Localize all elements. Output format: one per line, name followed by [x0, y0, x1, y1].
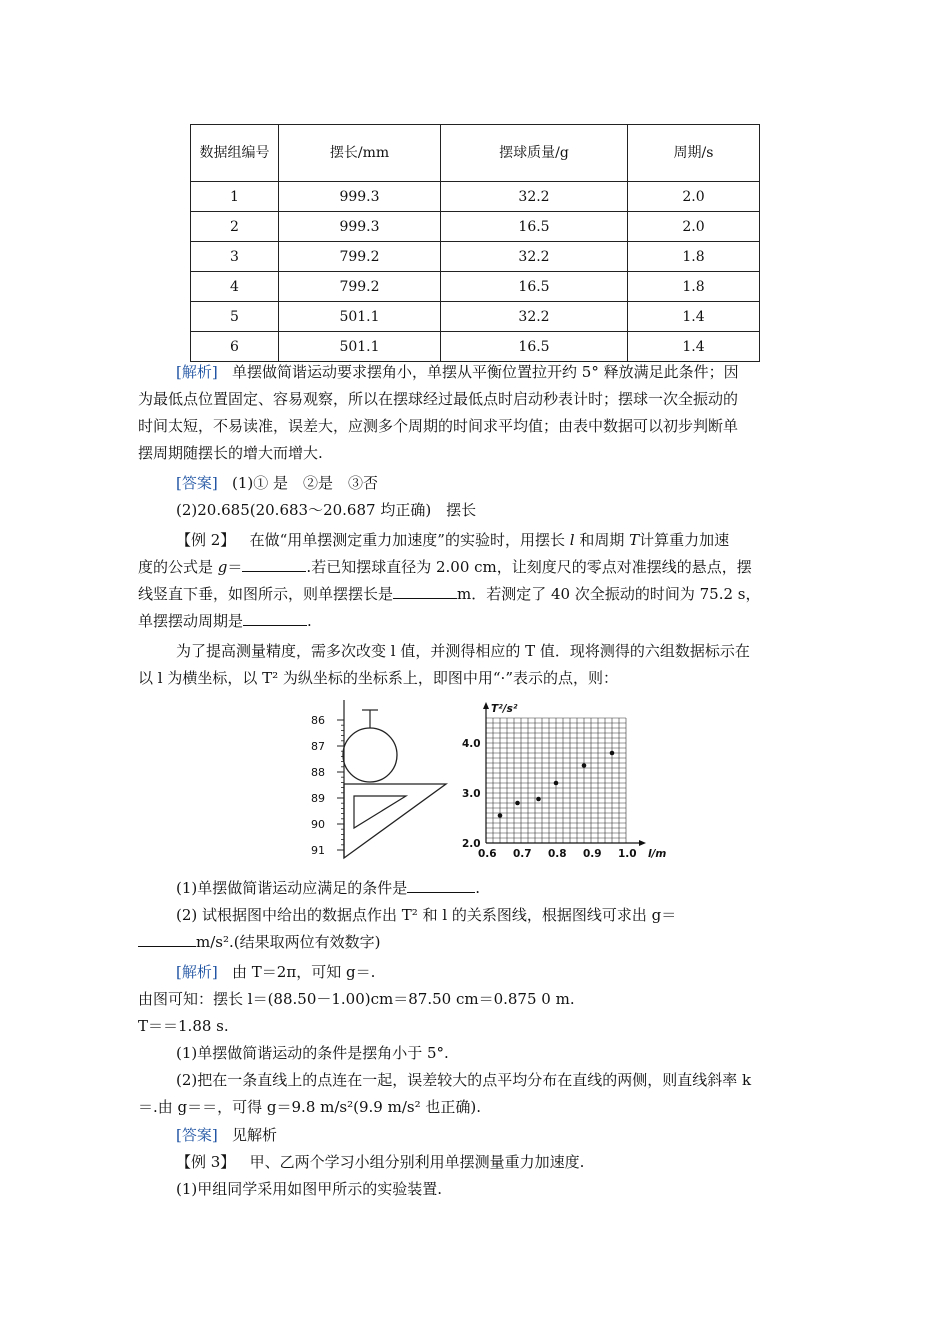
data-point	[536, 797, 541, 802]
table-header: 周期/s	[628, 125, 760, 182]
analysis1-line4: 摆周期随摆长的增大而增大.	[138, 444, 323, 462]
table-cell: 501.1	[279, 302, 441, 332]
data-point	[515, 801, 520, 806]
answer-blank[interactable]	[407, 878, 475, 893]
table-cell: 16.5	[441, 212, 628, 242]
example2-para2-line2: 以 l 为横坐标，以 T² 为纵坐标的坐标系上，即图中用“·”表示的点，则：	[138, 669, 618, 687]
data-point	[554, 781, 559, 786]
answer1-line2: (2)20.685(20.683～20.687 均正确) 摆长	[176, 501, 477, 519]
triangle-ruler	[344, 784, 446, 858]
analysis2-line2: 由图可知：摆长 l＝(88.50－1.00)cm＝87.50 cm＝0.875 0 m.	[138, 990, 575, 1008]
answer2	[176, 1122, 816, 1149]
symbol-g: g	[217, 558, 228, 576]
example-text: .若已知摆球直径为 2.00 cm，让刻度尺的零点对准摆线的悬点，摆	[306, 558, 752, 576]
example2-line1	[176, 527, 816, 554]
x-tick-label: 0.9	[583, 848, 602, 860]
table-cell: 799.2	[279, 272, 441, 302]
y-axis-arrow	[483, 702, 489, 709]
x-axis-arrow	[639, 840, 646, 846]
table-cell: 4	[191, 272, 279, 302]
example-tag: 【例 3】	[176, 1153, 236, 1171]
example-text: 单摆摆动周期是	[138, 612, 244, 630]
table-cell: 501.1	[279, 332, 441, 362]
figure	[310, 700, 670, 865]
example-text: .	[307, 612, 312, 630]
ruler	[311, 700, 446, 858]
example-text: 计算重力加速	[639, 531, 730, 549]
x-axis-label: l/m	[648, 848, 667, 860]
table-cell: 2.0	[628, 212, 760, 242]
question2-line2	[138, 929, 778, 956]
ruler-tick-label: 87	[311, 740, 325, 753]
answer1-line1	[176, 470, 816, 497]
example3-line1	[176, 1149, 816, 1176]
example-text: 甲、乙两个学习小组分别利用单摆测量重力加速度.	[249, 1153, 585, 1171]
table-cell: 16.5	[441, 332, 628, 362]
example-tag: 【例 2】	[176, 531, 236, 549]
table-header: 摆长/mm	[279, 125, 441, 182]
table-cell: 32.2	[441, 182, 628, 212]
table-row	[191, 332, 760, 362]
table-cell: 5	[191, 302, 279, 332]
table-cell: 1	[191, 182, 279, 212]
example2-line3	[138, 581, 778, 608]
table-cell: 1.8	[628, 242, 760, 272]
analysis1-line1	[176, 359, 816, 386]
question-text: .	[475, 879, 481, 897]
ruler-tick-label: 91	[311, 844, 325, 857]
pendulum-ball	[343, 728, 397, 782]
example-text: m．若测定了 40 次全振动的时间为 75.2 s，	[457, 585, 761, 603]
example2-para2-line1: 为了提高测量精度，需多次改变 l 值，并测得相应的 T 值．现将测得的六组数据标示在	[176, 642, 750, 660]
analysis1-line2: 为最低点位置固定、容易观察，所以在摆球经过最低点时启动秒表计时；摆球一次全振动的	[138, 390, 739, 408]
symbol-l: l	[569, 531, 575, 549]
table-cell: 1.4	[628, 302, 760, 332]
table-cell: 2.0	[628, 182, 760, 212]
answer-blank[interactable]	[242, 557, 306, 572]
y-tick-label: 3.0	[462, 788, 481, 800]
question2-line1: (2) 试根据图中给出的数据点作出 T² 和 l 的关系图线，根据图线可求出 g＝	[176, 906, 677, 924]
analysis-tag: [解析]	[176, 963, 218, 981]
analysis2-line4: (1)单摆做简谐运动的条件是摆角小于 5°.	[176, 1044, 449, 1062]
example-text: ＝	[227, 558, 243, 576]
example-text: 线竖直下垂，如图所示，则单摆摆长是	[138, 585, 394, 603]
x-tick-label: 0.6	[478, 848, 497, 860]
analysis1-line3: 时间太短，不易读准，误差大，应测多个周期的时间求平均值；由表中数据可以初步判断单	[138, 417, 739, 435]
data-table	[190, 124, 760, 362]
table-row	[191, 212, 760, 242]
table-row	[191, 302, 760, 332]
analysis-tag: [解析]	[176, 363, 218, 381]
scatter-chart	[462, 702, 666, 860]
answer-blank[interactable]	[243, 611, 307, 626]
table-cell: 6	[191, 332, 279, 362]
ruler-tick-label: 86	[311, 714, 325, 727]
analysis-text: 单摆做简谐运动要求摆角小，单摆从平衡位置拉开约 5° 释放满足此条件；因	[232, 363, 739, 381]
answer-blank[interactable]	[138, 932, 196, 947]
analysis-text: 由 T＝2π，可知 g＝.	[232, 963, 376, 981]
y-tick-label: 4.0	[462, 738, 481, 750]
y-tick-label: 2.0	[462, 838, 481, 850]
analysis2-line3: T＝＝1.88 s.	[138, 1017, 229, 1035]
answer-text: 见解析	[232, 1126, 278, 1144]
table-header: 摆球质量/g	[441, 125, 628, 182]
table-cell: 32.2	[441, 242, 628, 272]
table-header-row	[191, 125, 760, 182]
table-row	[191, 272, 760, 302]
data-point	[582, 763, 587, 768]
answer-text: (1)① 是 ②是 ③否	[232, 474, 379, 492]
x-tick-label: 1.0	[618, 848, 637, 860]
example-text: 在做“用单摆测定重力加速度”的实验时，用摆长	[249, 531, 565, 549]
ruler-tick-label: 90	[311, 818, 325, 831]
data-point	[610, 751, 615, 756]
example-text: 和周期	[579, 531, 625, 549]
table-cell: 16.5	[441, 272, 628, 302]
table-cell: 1.8	[628, 272, 760, 302]
ruler-tick-label: 89	[311, 792, 325, 805]
answer-tag: [答案]	[176, 474, 218, 492]
table-cell: 1.4	[628, 332, 760, 362]
y-axis-label: T²/s²	[491, 703, 518, 715]
example2-line4	[138, 608, 778, 635]
question1	[176, 875, 816, 902]
table-cell: 3	[191, 242, 279, 272]
table-cell: 32.2	[441, 302, 628, 332]
analysis2-line5: (2)把在一条直线上的点连在一起，误差较大的点平均分布在直线的两侧，则直线斜率 k	[176, 1071, 752, 1089]
example3-line2: (1)甲组同学采用如图甲所示的实验装置.	[176, 1180, 443, 1198]
ruler-tick-label: 88	[311, 766, 325, 779]
table-cell: 999.3	[279, 212, 441, 242]
example2-line2	[138, 554, 778, 581]
analysis2-line1	[176, 959, 816, 986]
table-row	[191, 182, 760, 212]
table-header: 数据组编号	[191, 125, 279, 182]
answer-tag: [答案]	[176, 1126, 218, 1144]
answer-blank[interactable]	[393, 584, 457, 599]
table-cell: 999.3	[279, 182, 441, 212]
symbol-T: T	[629, 531, 640, 549]
example-text: 度的公式是	[138, 558, 214, 576]
x-tick-label: 0.8	[548, 848, 567, 860]
question-text: (1)单摆做简谐运动应满足的条件是	[176, 879, 408, 897]
table-row	[191, 242, 760, 272]
x-tick-label: 0.7	[513, 848, 532, 860]
analysis2-line6: ＝.由 g＝＝，可得 g＝9.8 m/s²(9.9 m/s² 也正确).	[138, 1098, 481, 1116]
table-cell: 799.2	[279, 242, 441, 272]
data-point	[498, 813, 503, 818]
table-cell: 2	[191, 212, 279, 242]
question-text: m/s².(结果取两位有效数字)	[196, 933, 381, 951]
